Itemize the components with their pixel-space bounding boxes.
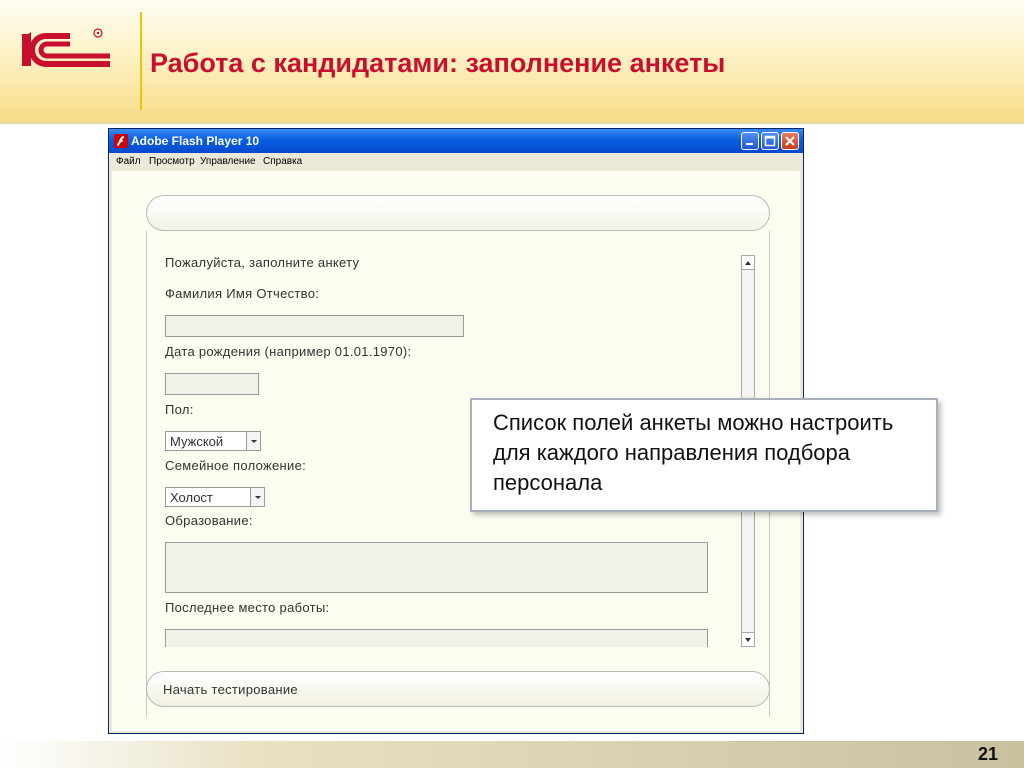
birth-date-label: Дата рождения (например 01.01.1970): [165,344,412,359]
header-panel [146,195,770,231]
close-button[interactable] [781,132,799,150]
chevron-down-icon[interactable] [246,432,260,450]
window-titlebar[interactable] [109,129,803,153]
education-label: Образование: [165,513,253,528]
education-textarea[interactable] [165,542,708,593]
footer-band [0,741,1024,768]
callout-box [470,398,938,512]
menu-help[interactable]: Справка [263,156,303,167]
gender-label: Пол: [165,402,194,417]
menu-file[interactable]: Файл [116,156,141,167]
callout-text: Список полей анкеты можно настроить для каждого направления подбора персонала [493,410,894,495]
logo-divider [140,12,142,110]
flash-player-icon [114,134,128,148]
full-name-input[interactable] [165,315,464,337]
menu-bar [109,153,803,171]
gender-select[interactable] [165,431,261,451]
page-number: 21 [977,744,998,764]
slide-title: Работа с кандидатами: заполнение анкеты [150,48,726,78]
scroll-up-arrow-icon[interactable] [742,256,754,270]
maximize-button[interactable] [761,132,779,150]
minimize-button[interactable] [741,132,759,150]
last-job-label: Последнее место работы: [165,600,330,615]
birth-date-input[interactable] [165,373,259,395]
header-divider-line [0,122,1024,124]
menu-view[interactable]: Просмотр [149,156,195,167]
start-testing-button[interactable] [146,671,770,707]
1c-logo-icon [18,24,118,74]
window-title: Adobe Flash Player 10 [131,134,260,148]
scroll-down-arrow-icon[interactable] [742,632,754,646]
menu-control[interactable]: Управление [200,156,256,167]
marital-status-select[interactable] [165,487,265,507]
start-testing-label: Начать тестирование [163,682,298,697]
form-intro: Пожалуйста, заполните анкету [165,255,360,270]
last-job-textarea[interactable] [165,629,708,647]
gender-select-value: Мужской [170,434,224,449]
chevron-down-icon[interactable] [250,488,264,506]
full-name-label: Фамилия Имя Отчество: [165,286,320,301]
marital-status-select-value: Холост [170,490,213,505]
marital-status-label: Семейное положение: [165,458,307,473]
